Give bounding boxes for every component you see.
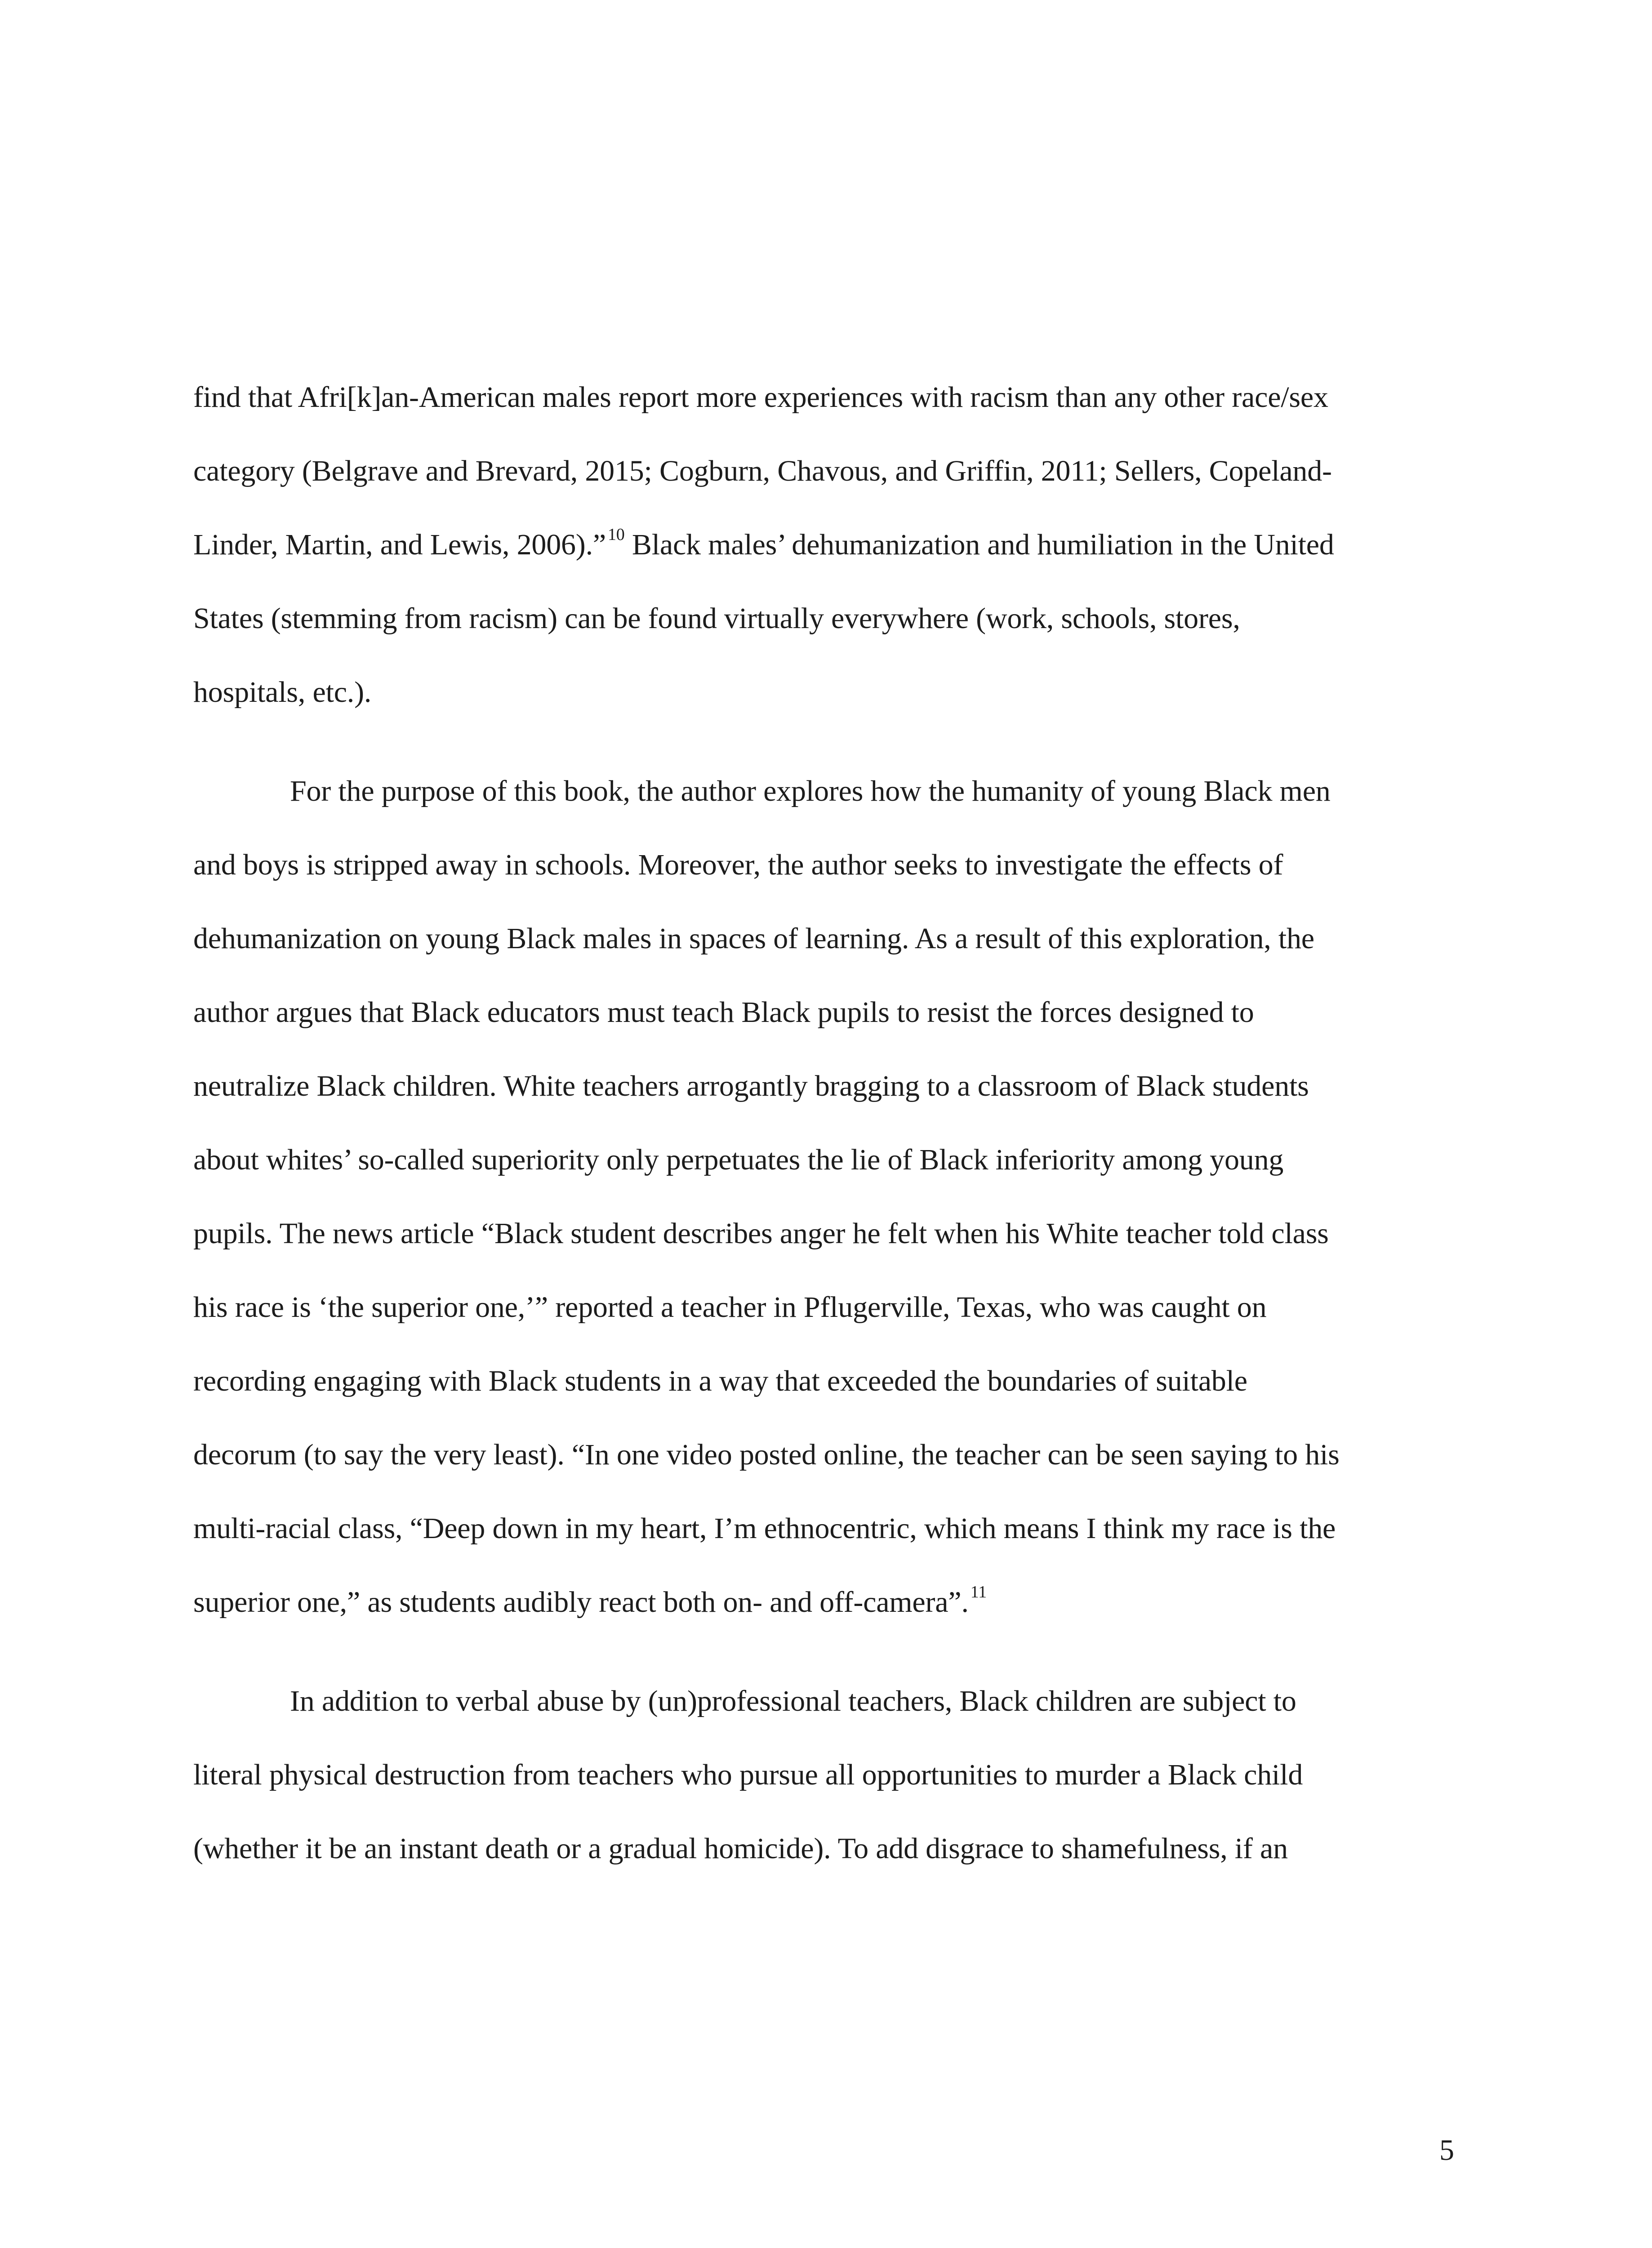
line-text: pupils. The news article “Black student describes anger he felt when his White teacher told class bbox=[193, 1217, 1329, 1250]
text-line bbox=[193, 1418, 1454, 1492]
text-line bbox=[193, 1664, 1454, 1738]
body-text bbox=[193, 361, 1454, 1886]
paragraph-spacer bbox=[193, 1639, 1454, 1664]
line-text: In addition to verbal abuse by (un)professional teachers, Black children are subject to bbox=[290, 1685, 1296, 1717]
line-text: decorum (to say the very least). “In one video posted online, the teacher can be seen saying to his bbox=[193, 1438, 1340, 1471]
text-line bbox=[193, 1049, 1454, 1123]
text-line bbox=[193, 1197, 1454, 1271]
text-line bbox=[193, 1344, 1454, 1418]
text-line bbox=[193, 828, 1454, 902]
text-line bbox=[193, 656, 1454, 729]
footnote-reference-10[interactable]: 10 bbox=[607, 525, 625, 544]
page-number: 5 bbox=[1439, 2134, 1454, 2167]
paragraph-2 bbox=[193, 754, 1454, 1639]
text-line bbox=[193, 1738, 1454, 1812]
line-text: Black males’ dehumanization and humiliation in the United bbox=[624, 528, 1334, 561]
text-line bbox=[193, 582, 1454, 656]
text-line bbox=[193, 1271, 1454, 1344]
line-text: States (stemming from racism) can be found virtually everywhere (work, schools, stores, bbox=[193, 602, 1240, 635]
paragraph-1 bbox=[193, 361, 1454, 729]
text-line bbox=[193, 434, 1454, 508]
paragraph-3 bbox=[193, 1664, 1454, 1886]
line-text: about whites’ so-called superiority only perpetuates the lie of Black inferiority among young bbox=[193, 1143, 1284, 1176]
line-text: neutralize Black children. White teachers arrogantly bragging to a classroom of Black students bbox=[193, 1070, 1309, 1102]
line-text: superior one,” as students audibly react both on- and off-camera”. bbox=[193, 1586, 969, 1619]
text-line bbox=[193, 1492, 1454, 1566]
line-text: category (Belgrave and Brevard, 2015; Cogburn, Chavous, and Griffin, 2011; Sellers, Copeland- bbox=[193, 455, 1332, 487]
line-text: multi-racial class, “Deep down in my heart, I’m ethnocentric, which means I think my race is the bbox=[193, 1512, 1336, 1545]
line-text: For the purpose of this book, the author explores how the humanity of young Black men bbox=[290, 775, 1331, 807]
text-line bbox=[193, 1566, 1454, 1639]
line-text: find that Afri[k]an-American males report more experiences with racism than any other race/sex bbox=[193, 381, 1328, 414]
line-text: author argues that Black educators must teach Black pupils to resist the forces designed to bbox=[193, 996, 1254, 1029]
footnote-reference-11[interactable]: 11 bbox=[970, 1582, 987, 1601]
text-line bbox=[193, 508, 1454, 582]
paragraph-spacer bbox=[193, 729, 1454, 754]
text-line bbox=[193, 361, 1454, 434]
line-text: and boys is stripped away in schools. Moreover, the author seeks to investigate the effects of bbox=[193, 848, 1283, 881]
line-text: his race is ‘the superior one,’” reported a teacher in Pflugerville, Texas, who was caught on bbox=[193, 1291, 1267, 1324]
text-line bbox=[193, 754, 1454, 828]
text-line bbox=[193, 902, 1454, 976]
line-text: (whether it be an instant death or a gradual homicide). To add disgrace to shamefulness, if an bbox=[193, 1832, 1288, 1865]
text-line bbox=[193, 1812, 1454, 1886]
line-text: recording engaging with Black students in a way that exceeded the boundaries of suitable bbox=[193, 1365, 1247, 1397]
line-text: dehumanization on young Black males in spaces of learning. As a result of this exploration, the bbox=[193, 922, 1314, 955]
text-line bbox=[193, 1123, 1454, 1197]
line-text: Linder, Martin, and Lewis, 2006).” bbox=[193, 528, 606, 561]
line-text: hospitals, etc.). bbox=[193, 676, 372, 709]
line-text: literal physical destruction from teachers who pursue all opportunities to murder a Black child bbox=[193, 1758, 1303, 1791]
text-line bbox=[193, 976, 1454, 1049]
